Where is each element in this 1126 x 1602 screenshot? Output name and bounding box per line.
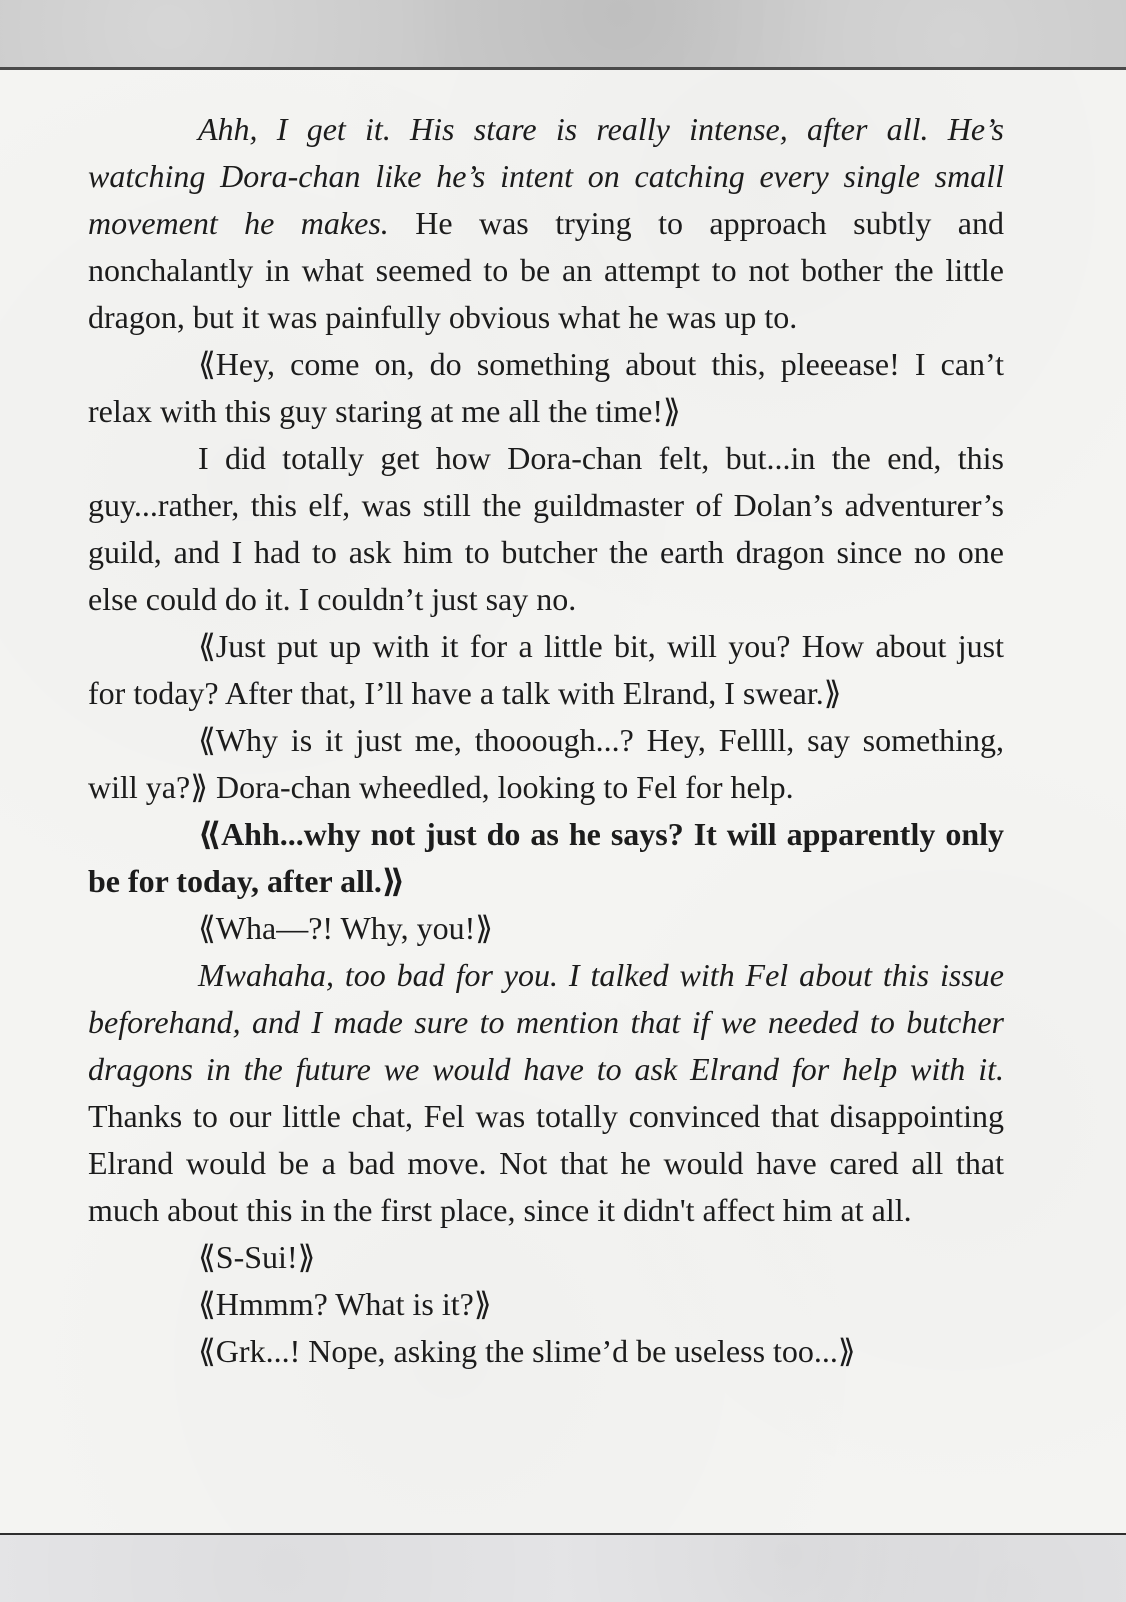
paragraph bbox=[88, 106, 1004, 341]
text-run-normal: ⟪Grk...! Nope, asking the slime’d be useless too...⟫ bbox=[198, 1333, 856, 1369]
text-run-bold: ⟪Ahh...why not just do as he says? It will apparently only be for today, after all.⟫ bbox=[88, 816, 1004, 899]
paragraph bbox=[88, 717, 1004, 811]
page-top-margin bbox=[0, 0, 1126, 70]
text-run-normal: ⟪Why is it just me, thooough...? Hey, Fellll, say something, will ya?⟫ Dora-chan wheedled, looking to Fel for help. bbox=[88, 722, 1004, 805]
paragraph bbox=[88, 1234, 1004, 1281]
text-run-normal: ⟪Wha—?! Why, you!⟫ bbox=[198, 910, 494, 946]
text-run-normal: He was trying to approach subtly and nonchalantly in what seemed to be an attempt to not bother the little dragon, but it was painfully obvious what he was up to. bbox=[88, 205, 1005, 335]
text-run-normal: ⟪S-Sui!⟫ bbox=[198, 1239, 316, 1275]
text-run-italic: Ahh, I get it. His stare is really intense, after all. He’s watching Dora-chan like he’s intent on catching every single small movement he makes. bbox=[88, 111, 1004, 241]
paragraph bbox=[88, 341, 1004, 435]
paragraph bbox=[88, 905, 1004, 952]
text-run-normal: Thanks to our little chat, Fel was totally convinced that disappointing Elrand would be a bad move. Not that he would have cared all that much about this in the first place, since it didn't affect him at all. bbox=[88, 1098, 1004, 1228]
text-run-normal: ⟪Hey, come on, do something about this, pleeease! I can’t relax with this guy staring at me all the time!⟫ bbox=[88, 346, 1004, 429]
paragraph bbox=[88, 811, 1004, 905]
paragraph bbox=[88, 952, 1004, 1234]
text-run-normal: I did totally get how Dora-chan felt, but...in the end, this guy...rather, this elf, was still the guildmaster of Dolan’s adventurer’s guild, and I had to ask him to butcher the earth dragon since no one else could do it. I couldn’t just say no. bbox=[88, 440, 1004, 617]
paragraph bbox=[88, 1281, 1004, 1328]
page-bottom-margin bbox=[0, 1533, 1126, 1602]
text-run-italic: Mwahaha, too bad for you. I talked with Fel about this issue beforehand, and I made sure to mention that if we needed to butcher dragons in the future we would have to ask Elrand for help with it. bbox=[88, 957, 1004, 1087]
paragraph bbox=[88, 623, 1004, 717]
text-run-normal: ⟪Hmmm? What is it?⟫ bbox=[198, 1286, 492, 1322]
text-run-normal: ⟪Just put up with it for a little bit, will you? How about just for today? After that, I’ll have a talk with Elrand, I swear.⟫ bbox=[88, 628, 1004, 711]
paragraph bbox=[88, 435, 1004, 623]
page-text bbox=[88, 106, 1004, 1375]
paragraph bbox=[88, 1328, 1004, 1375]
